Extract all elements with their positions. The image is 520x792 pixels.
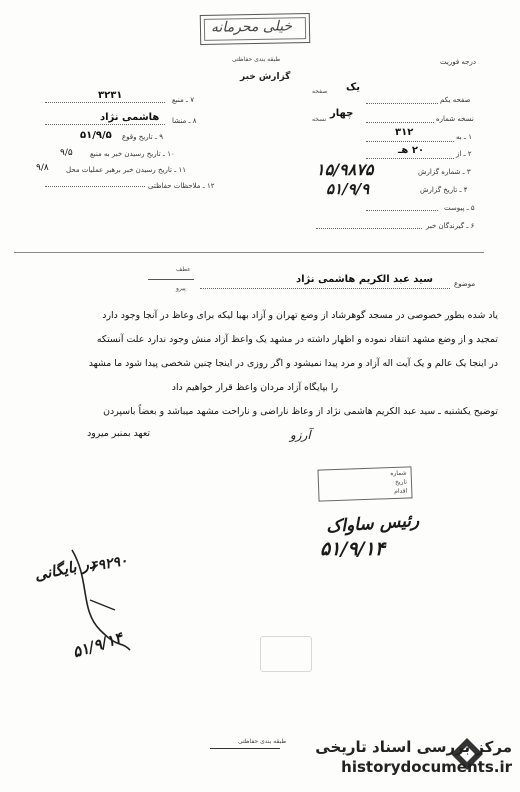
copy-label: نسخه [312, 116, 327, 123]
report-date-value: ۵۱/۹/۹ [326, 180, 370, 198]
note-left-date: ۵۱/۹/۱۴ [70, 628, 125, 662]
handwriting-scribble [60, 540, 140, 660]
event-date-label: ۹ ـ تاریخ وقوع [122, 133, 163, 141]
report-number-label: ۳ ـ شماره گزارش [418, 168, 471, 176]
note-left-text: در بایگانی [32, 553, 97, 585]
remarks-label: ۱۲ ـ ملاحظات حفاظتی [148, 182, 215, 190]
field1-value: ۳۱۲ [395, 127, 414, 138]
origin-label: ۸ ـ منشا [172, 117, 197, 125]
signature-right: رئیس ساواک [325, 510, 420, 538]
field2-label: ۲ ـ از [456, 150, 472, 158]
registry-stamp-line1: شماره [390, 469, 407, 478]
footer-security-class: طبقه بندی حفاظتی [238, 738, 287, 745]
source-value: ۳۲۳۱ [98, 90, 123, 101]
source-receipt-value: ۹/۵ [60, 148, 73, 158]
subject-value: سید عبد الکریم هاشمی نژاد [296, 274, 434, 285]
attachment-label: ۵ ـ پیوست [444, 204, 475, 212]
copy-value: چهار [330, 108, 354, 119]
degree-label: درجه فوریت [440, 58, 476, 66]
subject-label: موضوع [454, 280, 476, 288]
page-value: یک [346, 82, 360, 93]
registry-stamp-line2: تاریخ [394, 478, 408, 486]
recipients-label: ۶ ـ گیرندگان خبر [426, 222, 475, 230]
body-line-3: در اینجا یک عالم و یک آیت اله آزاد و مرد پیدا نمیشود و اگر روزی در اینجا چنین شخصی پیدا شود ما مشهد [88, 358, 498, 369]
body-explanation-2: تعهد بمنبر میرود [87, 428, 150, 439]
faint-seal [260, 636, 312, 672]
body-explanation: توضیح یکشنبه ـ سید عبد الکریم هاشمی نژاد از وعاظ ناراضی و ناراحت مشهد میباشد و بعضاً باسپردن [103, 406, 498, 417]
origin-value: هاشمی نژاد [100, 112, 160, 123]
body-line-4: را بپایگاه آزاد مردان واعظ قرار خواهیم داد [171, 382, 338, 393]
report-number-value: ۱۵/۹۸۷۵ [316, 160, 374, 179]
registry-stamp [317, 466, 412, 501]
page-of-label: صفحه یکم [440, 96, 471, 104]
field2-value: ۲۰ هـ [398, 145, 425, 156]
classification-stamp-text: خیلی محرمانه [210, 18, 293, 36]
field1-label: ۱ ـ به [456, 133, 472, 141]
body-line-1: یاد شده بطور خصوصی در مسجد گوهرشاد از وضع تهران و آزاد بهبا لیکه برای وعاظ در آنجا وجود دارد [102, 310, 498, 321]
report-title: گزارش خبر [240, 72, 291, 82]
note-left-number: ۶۹۲۹۰ [88, 552, 129, 576]
classification-stamp [200, 13, 311, 45]
ops-receipt-value: ۹/۸ [36, 163, 49, 173]
watermark-url: historydocuments.ir [341, 758, 512, 776]
copy-number-label: نسخه شماره [436, 115, 474, 123]
page-label: صفحه [312, 88, 328, 95]
event-date-value: ۵۱/۹/۵ [80, 130, 112, 141]
signature-right-date: ۵۱/۹/۱۴ [320, 538, 385, 560]
registry-stamp-line3: اقدام [394, 487, 408, 495]
security-class-label: طبقه بندی حفاظتی [232, 56, 281, 63]
report-date-label: ۴ ـ تاریخ گزارش [420, 186, 468, 194]
source-receipt-label: ۱۰ ـ تاریخ رسیدن خبر به منبع [90, 150, 175, 158]
ops-receipt-label: ۱۱ ـ تاریخ رسیدن خبر برهبر عملیات محل [66, 166, 186, 174]
subject-side-label-1: عطف [176, 266, 191, 273]
source-label: ۷ ـ منبع [172, 96, 194, 104]
watermark-fa: مرکز بررسی اسناد تاریخی [315, 738, 512, 756]
body-line-2: تمجید و از وضع مشهد انتقاد نموده و اظهار داشته در مشهد یک واعظ آزاد منش وجود ندارد علت آنستکه [96, 334, 498, 345]
subject-side-label-2: پیرو [176, 285, 186, 292]
body-explanation-hand: آرزو [290, 428, 311, 442]
